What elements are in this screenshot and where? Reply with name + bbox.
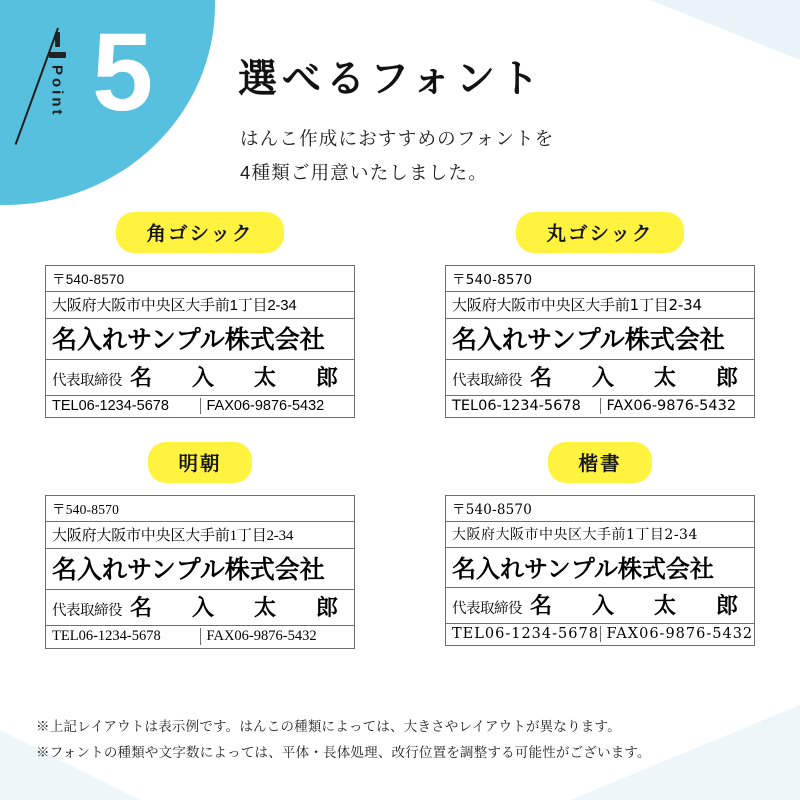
font-sample-kaku-gothic [0, 212, 400, 418]
person-role: 代表取締役 [452, 373, 522, 389]
font-sample-maru-gothic [400, 212, 800, 418]
header [0, 0, 800, 210]
contact-line [46, 396, 354, 417]
company-line: 名入れサンプル株式会社 [46, 549, 354, 590]
subtitle-line-2: 4種類ご用意いたしました。 [240, 162, 488, 184]
font-name-badge: 丸ゴシック [516, 212, 683, 253]
font-sample-row [0, 212, 800, 418]
contact-line [46, 626, 354, 648]
footnote-1: ※上記レイアウトは表示例です。はんこの種類によっては、大きさやレイアウトが異なります。 [36, 719, 621, 734]
font-sample-row [0, 442, 800, 649]
person-line [446, 588, 754, 624]
font-sample-kaisho [400, 442, 800, 649]
person-role: 代表取締役 [52, 603, 122, 619]
stamp-preview-card [45, 265, 355, 418]
person-role: 代表取締役 [52, 373, 122, 389]
font-sample-grid [0, 212, 800, 649]
person-line [46, 590, 354, 626]
address-line: 大阪府大阪市中央区大手前1丁目2-34 [46, 522, 354, 549]
person-name: 名 入 太 郎 [530, 366, 748, 391]
footnotes [36, 714, 651, 767]
company-line: 名入れサンプル株式会社 [46, 319, 354, 360]
contact-line [446, 624, 754, 645]
company-line: 名入れサンプル株式会社 [446, 548, 754, 588]
fax-value: FAX06-9876-5432 [606, 626, 754, 642]
tel-value: TEL06-1234-5678 [446, 398, 601, 414]
zip-line: 〒540-8570 [46, 266, 354, 292]
page-subtitle [240, 122, 554, 190]
zip-line: 〒540-8570 [446, 266, 754, 292]
page-title: 選べるフォント [238, 57, 545, 102]
zip-line: 〒540-8570 [446, 496, 754, 522]
font-name-badge: 明朝 [148, 442, 251, 483]
zip-line: 〒540-8570 [46, 496, 354, 522]
point-label: Point [48, 65, 66, 118]
stamp-preview-card [445, 265, 755, 418]
subtitle-line-1: はんこ作成におすすめのフォントを [240, 128, 555, 149]
person-role: 代表取締役 [452, 601, 522, 617]
company-line: 名入れサンプル株式会社 [446, 319, 754, 360]
font-sample-mincho [0, 442, 400, 649]
person-line [46, 360, 354, 396]
tel-value: TEL06-1234-5678 [446, 626, 601, 642]
person-name: 名 入 太 郎 [530, 593, 748, 619]
stamp-preview-card [445, 495, 755, 646]
font-name-badge: 角ゴシック [116, 212, 283, 253]
tel-value: TEL06-1234-5678 [46, 398, 201, 414]
contact-line [446, 396, 754, 417]
person-name: 名 入 太 郎 [130, 365, 348, 390]
tel-value: TEL06-1234-5678 [46, 628, 201, 645]
address-line: 大阪府大阪市中央区大手前1丁目2-34 [446, 292, 754, 319]
fax-value: FAX06-9876-5432 [606, 398, 737, 414]
stamp-preview-card [45, 495, 355, 649]
person-line [446, 360, 754, 396]
point-number: 5 [92, 11, 154, 134]
point-label-group [36, 28, 78, 178]
address-line: 大阪府大阪市中央区大手前1丁目2-34 [46, 292, 354, 319]
person-name: 名 入 太 郎 [130, 595, 348, 620]
fax-value: FAX06-9876-5432 [206, 398, 325, 414]
footnote-2: ※フォントの種類や文字数によっては、平体・長体処理、改行位置を調整する可能性がございます。 [36, 745, 651, 761]
address-line: 大阪府大阪市中央区大手前1丁目2-34 [446, 522, 754, 548]
fax-value: FAX06-9876-5432 [206, 628, 317, 644]
font-name-badge: 楷書 [548, 442, 651, 483]
